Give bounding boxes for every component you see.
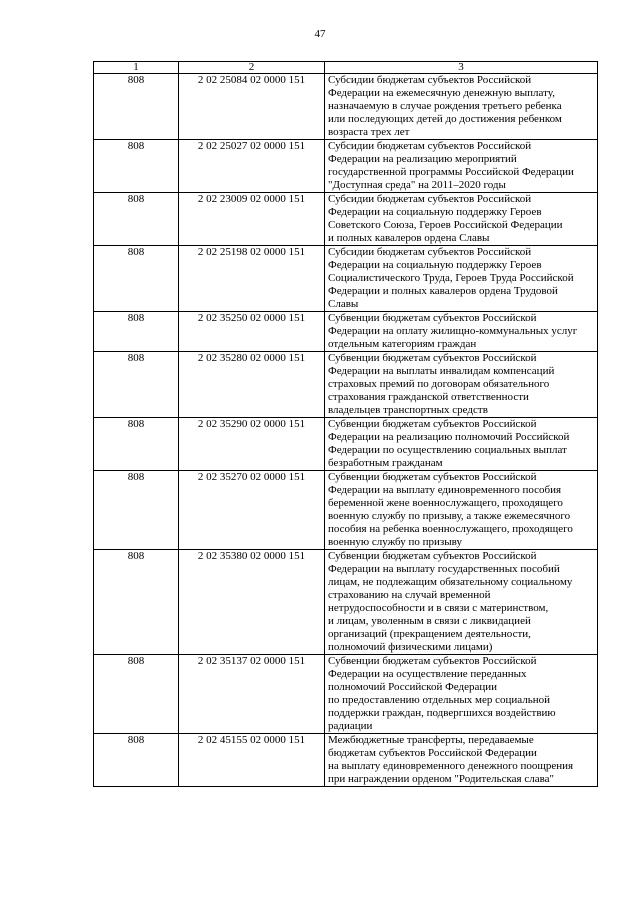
revenue-name-line: беременной жене военнослужащего, проходящего <box>328 497 563 509</box>
revenue-name-line: Субвенции бюджетам субъектов Российской <box>328 418 537 430</box>
revenue-name-cell <box>325 734 598 787</box>
revenue-name-line: страхования гражданской ответственности <box>328 391 529 403</box>
revenue-code-cell: 2 02 35380 02 0000 151 <box>179 550 325 655</box>
admin-code-cell: 808 <box>94 140 179 193</box>
revenue-name-line: Субсидии бюджетам субъектов Российской <box>328 246 532 258</box>
admin-code-cell: 808 <box>94 550 179 655</box>
revenue-name-line: возраста трех лет <box>328 126 410 138</box>
revenue-code-cell: 2 02 35270 02 0000 151 <box>179 471 325 550</box>
revenue-name-line: Федерации на реализацию мероприятий <box>328 153 517 165</box>
revenue-name-line: радиации <box>328 720 373 732</box>
revenue-name-line: лицам, не подлежащим обязательному социальному <box>328 576 573 588</box>
revenue-name-line: "Доступная среда" на 2011–2020 годы <box>328 179 506 191</box>
revenue-code-cell: 2 02 45155 02 0000 151 <box>179 734 325 787</box>
revenue-name-line: организаций (прекращением деятельности, <box>328 628 531 640</box>
revenue-name-line: нетрудоспособности и в связи с материнством, <box>328 602 549 614</box>
revenue-name-line: Федерации по осуществлению социальных выплат <box>328 444 567 456</box>
revenue-code-cell: 2 02 25027 02 0000 151 <box>179 140 325 193</box>
column-header-3: 3 <box>325 62 598 74</box>
admin-code-cell: 808 <box>94 312 179 352</box>
revenue-name-line: полномочий физическими лицами) <box>328 641 493 653</box>
admin-code-cell: 808 <box>94 471 179 550</box>
admin-code-cell: 808 <box>94 246 179 312</box>
table-body <box>94 74 598 787</box>
revenue-code-cell: 2 02 35250 02 0000 151 <box>179 312 325 352</box>
revenue-name-line: военную службу по призыву, а также ежемесячного <box>328 510 571 522</box>
revenue-name-cell <box>325 471 598 550</box>
revenue-name-line: страховых премий по договорам обязательного <box>328 378 550 390</box>
revenue-name-cell <box>325 655 598 734</box>
revenue-name-line: владельцев транспортных средств <box>328 404 488 416</box>
revenue-name-line: Субвенции бюджетам субъектов Российской <box>328 471 537 483</box>
table-row <box>94 140 598 193</box>
table-row <box>94 193 598 246</box>
revenue-name-line: Субвенции бюджетам субъектов Российской <box>328 550 537 562</box>
table-row <box>94 655 598 734</box>
revenue-name-cell <box>325 140 598 193</box>
admin-code-cell: 808 <box>94 655 179 734</box>
table-row <box>94 246 598 312</box>
revenue-name-line: Субсидии бюджетам субъектов Российской <box>328 193 532 205</box>
revenue-name-line: Субвенции бюджетам субъектов Российской <box>328 312 537 324</box>
revenue-name-line: Федерации на выплату государственных пособий <box>328 563 560 575</box>
page-number: 47 <box>314 28 326 40</box>
table-row <box>94 550 598 655</box>
revenue-code-cell: 2 02 25198 02 0000 151 <box>179 246 325 312</box>
table-row <box>94 471 598 550</box>
revenue-name-line: государственной программы Российской Федерации <box>328 166 574 178</box>
revenue-name-line: страхованию на случай временной <box>328 589 491 601</box>
revenue-name-cell <box>325 193 598 246</box>
revenue-name-line: Федерации на социальную поддержку Героев <box>328 259 542 271</box>
revenue-name-line: по предоставлению отдельных мер социальной <box>328 694 551 706</box>
revenue-name-cell <box>325 550 598 655</box>
table-row <box>94 352 598 418</box>
admin-code-cell: 808 <box>94 418 179 471</box>
admin-code-cell: 808 <box>94 734 179 787</box>
revenue-name-cell <box>325 312 598 352</box>
revenue-code-cell: 2 02 35290 02 0000 151 <box>179 418 325 471</box>
revenue-name-line: Федерации на ежемесячную денежную выплату, <box>328 87 555 99</box>
revenue-name-line: и лицам, уволенным в связи с ликвидацией <box>328 615 531 627</box>
revenue-name-cell <box>325 74 598 140</box>
column-header-2: 2 <box>179 62 325 74</box>
table-header-row <box>94 62 598 74</box>
revenue-name-cell <box>325 352 598 418</box>
table-row <box>94 734 598 787</box>
revenue-name-cell <box>325 246 598 312</box>
revenue-name-line: Федерации на оплату жилищно-коммунальных услуг <box>328 325 578 337</box>
revenue-code-cell: 2 02 25084 02 0000 151 <box>179 74 325 140</box>
revenue-name-cell <box>325 418 598 471</box>
revenue-name-line: поддержки граждан, подвергшихся воздействию <box>328 707 556 719</box>
revenue-name-line: военную службу по призыву <box>328 536 462 548</box>
revenue-name-line: или последующих детей до достижения ребенком <box>328 113 562 125</box>
revenue-code-cell: 2 02 35280 02 0000 151 <box>179 352 325 418</box>
revenue-name-line: Субсидии бюджетам субъектов Российской <box>328 140 532 152</box>
revenue-code-cell: 2 02 35137 02 0000 151 <box>179 655 325 734</box>
revenue-name-line: Федерации и полных кавалеров ордена Трудовой <box>328 285 558 297</box>
revenue-name-line: бюджетам субъектов Российской Федерации <box>328 747 537 759</box>
revenue-name-line: Социалистического Труда, Героев Труда Российской <box>328 272 574 284</box>
admin-code-cell: 808 <box>94 352 179 418</box>
revenue-name-line: Федерации на реализацию полномочий Российской <box>328 431 570 443</box>
revenue-name-line: пособия на ребенка военнослужащего, проходящего <box>328 523 573 535</box>
revenue-name-line: Межбюджетные трансферты, передаваемые <box>328 734 534 746</box>
revenue-name-line: назначаемую в случае рождения третьего ребенка <box>328 100 562 112</box>
revenue-name-line: Федерации на социальную поддержку Героев <box>328 206 542 218</box>
revenue-name-line: и полных кавалеров ордена Славы <box>328 232 490 244</box>
revenue-name-line: Советского Союза, Героев Российской Федерации <box>328 219 563 231</box>
table-row <box>94 74 598 140</box>
revenue-name-line: Субсидии бюджетам субъектов Российской <box>328 74 532 86</box>
column-header-1: 1 <box>94 62 179 74</box>
admin-code-cell: 808 <box>94 74 179 140</box>
revenue-name-line: полномочий Российской Федерации <box>328 681 498 693</box>
revenue-code-cell: 2 02 23009 02 0000 151 <box>179 193 325 246</box>
revenue-name-line: Субвенции бюджетам субъектов Российской <box>328 352 537 364</box>
revenue-name-line: отдельным категориям граждан <box>328 338 477 350</box>
revenue-name-line: Федерации на осуществление переданных <box>328 668 527 680</box>
revenue-codes-table <box>93 61 598 787</box>
revenue-name-line: при награждении орденом "Родительская слава" <box>328 773 555 785</box>
revenue-name-line: Федерации на выплату единовременного пособия <box>328 484 562 496</box>
revenue-name-line: на выплату единовременного денежного поощрения <box>328 760 574 772</box>
admin-code-cell: 808 <box>94 193 179 246</box>
revenue-name-line: Субвенции бюджетам субъектов Российской <box>328 655 537 667</box>
table-row <box>94 418 598 471</box>
revenue-name-line: Федерации на выплаты инвалидам компенсаций <box>328 365 555 377</box>
revenue-name-line: безработным гражданам <box>328 457 443 469</box>
table-row <box>94 312 598 352</box>
revenue-name-line: Славы <box>328 298 359 310</box>
